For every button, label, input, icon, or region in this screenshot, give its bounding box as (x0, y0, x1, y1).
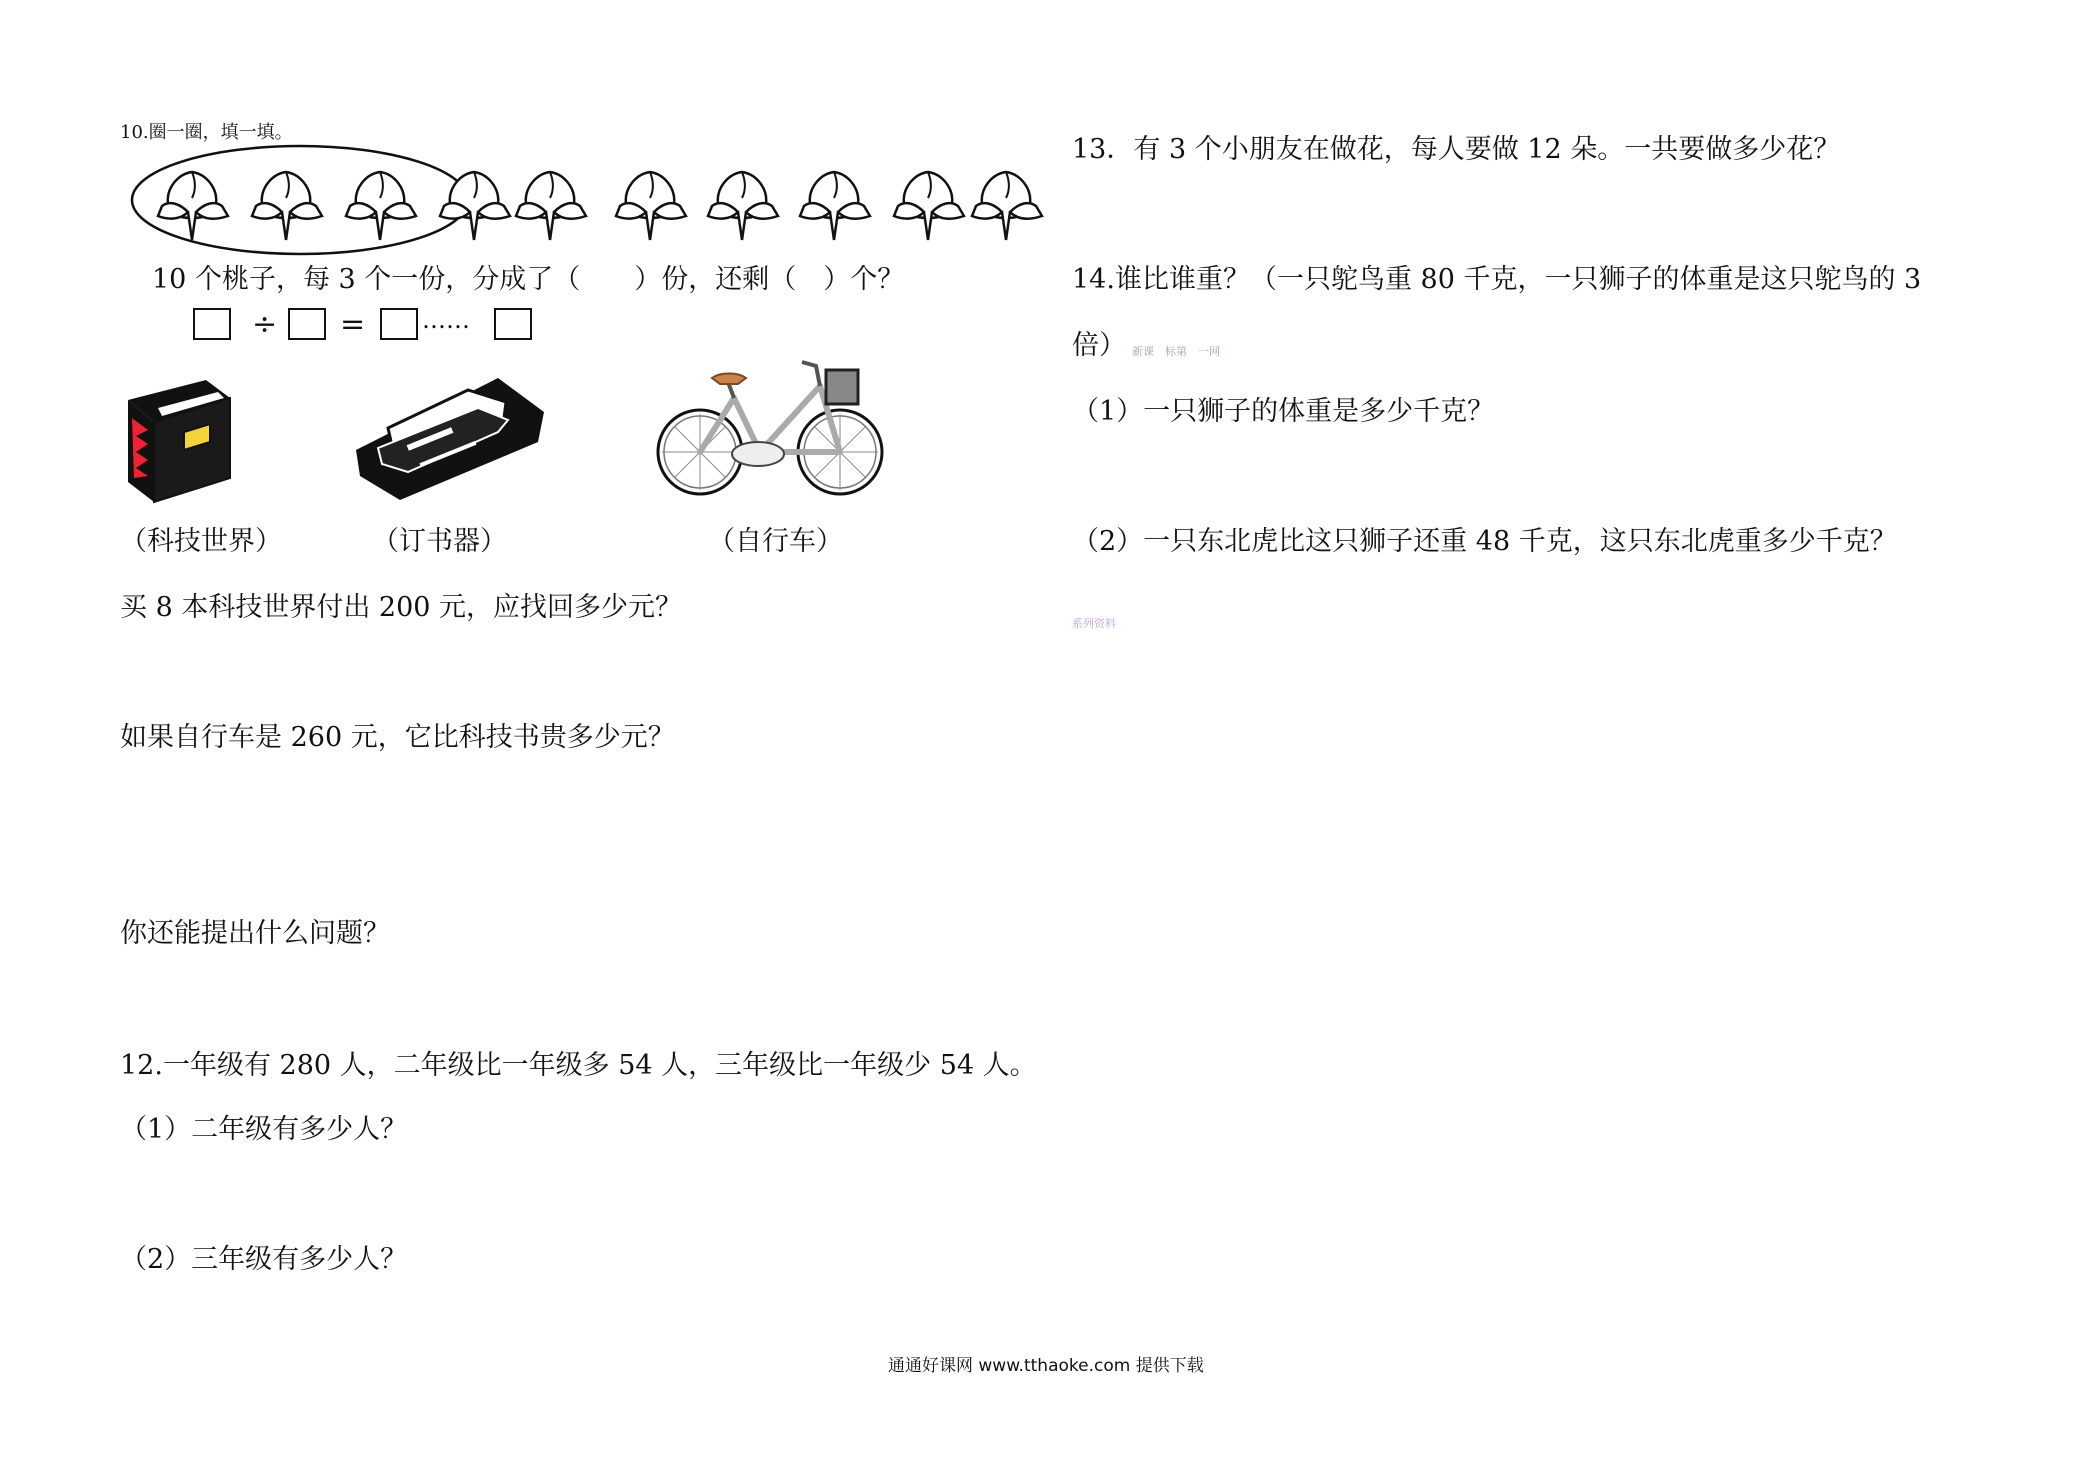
q11-question1: 买 8 本科技世界付出 200 元，应找回多少元？ (120, 592, 683, 623)
bicycle-picture (650, 352, 890, 502)
peach-row (130, 140, 1090, 280)
remainder-dots: …… (422, 306, 470, 334)
q12-title: 12.一年级有 280 人，二年级比一年级多 54 人，三年级比一年级少 54 人。 (120, 1050, 1037, 1081)
q11-question2: 如果自行车是 260 元，它比科技书贵多少元？ (120, 722, 675, 753)
answer-box-remainder[interactable] (494, 308, 532, 340)
q14-sub2: （2）一只东北虎比这只狮子还重 48 千克，这只东北虎重多少千克？ (1072, 526, 1897, 557)
q14-sub1: （1）一只狮子的体重是多少千克？ (1072, 396, 1495, 427)
book-picture (118, 378, 238, 508)
division-sign: ÷ (252, 307, 278, 342)
q12-sub2: （2）三年级有多少人？ (120, 1244, 408, 1275)
stapler-picture (348, 372, 548, 502)
q14-line2: 倍） (1072, 330, 1126, 361)
q10-title: 10.圈一圈，填一填。 (120, 122, 293, 143)
q13-text: 13．有 3 个小朋友在做花，每人要做 12 朵。一共要做多少花？ (1072, 134, 1841, 165)
faint-series-text: 系列资料 (1072, 617, 1116, 630)
q11-question3: 你还能提出什么问题？ (120, 918, 390, 949)
answer-box-quotient[interactable] (380, 308, 418, 340)
book-label: （科技世界） (120, 526, 282, 557)
q12-sub1: （1）二年级有多少人？ (120, 1114, 408, 1145)
equals-sign: = (340, 307, 366, 342)
answer-box-dividend[interactable] (193, 308, 231, 340)
answer-box-divisor[interactable] (288, 308, 326, 340)
q10-fill-text: 10 个桃子，每 3 个一份，分成了（ ）份，还剩（ ）个？ (152, 264, 905, 295)
stapler-label: （订书器） (372, 526, 507, 557)
faint-watermark-text: 新课 标第 一网 (1132, 345, 1220, 358)
bike-label: （自行车） (708, 526, 843, 557)
footer-credit: 通通好课网 www.tthaoke.com 提供下载 (888, 1356, 1204, 1376)
q14-line1: 14.谁比谁重？（一只鸵鸟重 80 千克，一只狮子的体重是这只鸵鸟的 3 (1072, 264, 1922, 295)
